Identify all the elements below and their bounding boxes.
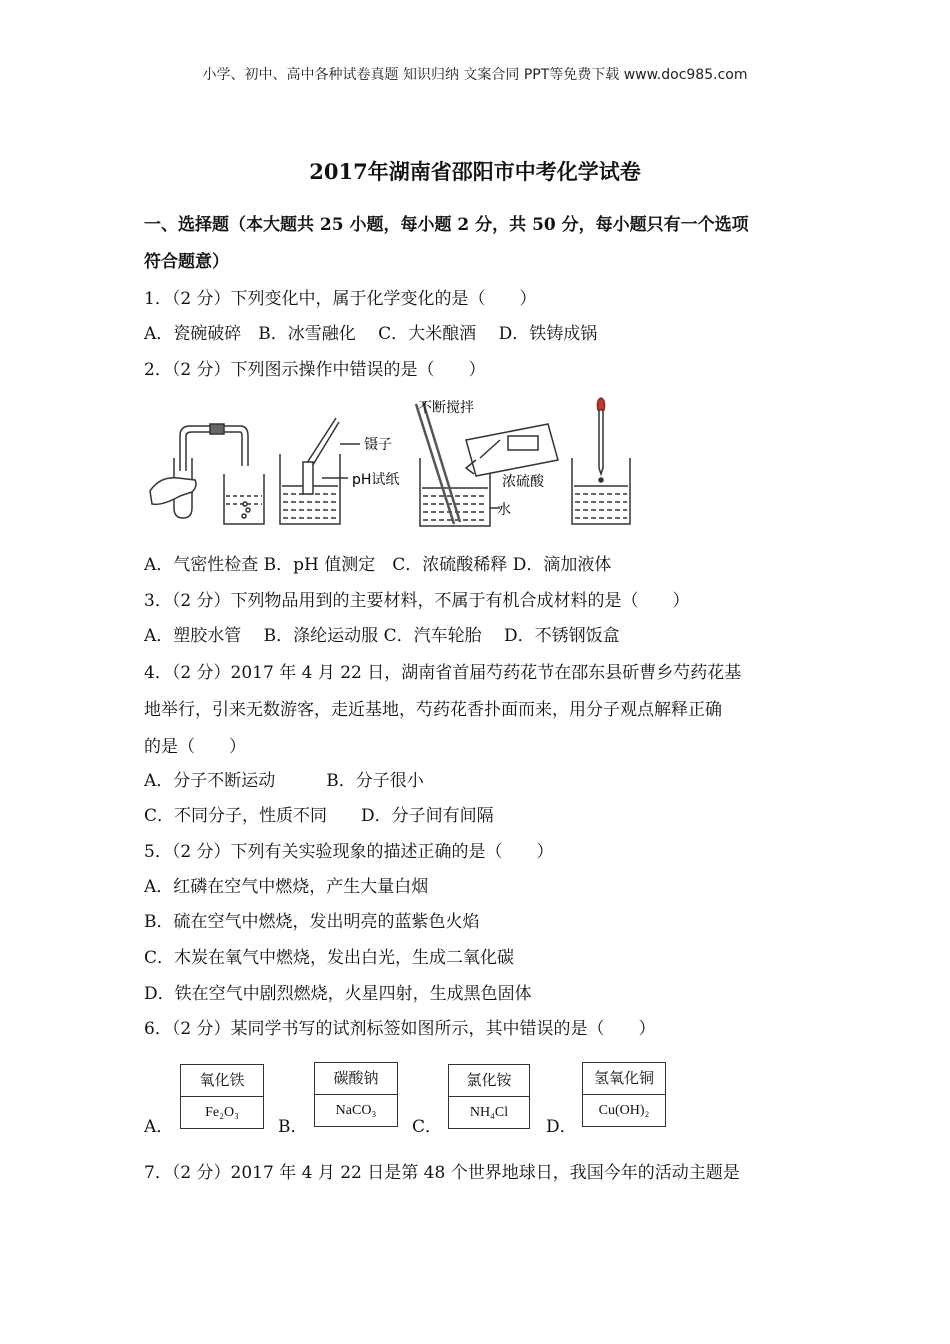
option-letter-d: D． [546, 1117, 577, 1137]
option-letter-c: C． [412, 1117, 443, 1137]
section-heading-line1: 一、选择题（本大题共 25 小题，每小题 2 分，共 50 分，每小题只有一个选项 [144, 215, 749, 235]
question-5-option-a: A．红磷在空气中燃烧，产生大量白烟 [144, 877, 429, 897]
page-header: 小学、初中、高中各种试卷真题 知识归纳 文案合同 PPT等免费下载 www.doc985.com [202, 67, 748, 83]
question-2-options: A．气密性检查 B．pH 值测定 C．浓硫酸稀释 D．滴加液体 [144, 555, 612, 575]
reagent-formula-c: NH₄Cl [469, 1105, 509, 1120]
label-stir: 不断搅拌 [418, 400, 474, 416]
reagent-label-c [448, 1064, 530, 1129]
question-4-line2: 地举行，引来无数游客，走近基地，芍药花香扑面而来，用分子观点解释正确 [144, 700, 722, 720]
label-concentrated-acid: 浓硫酸 [502, 474, 544, 490]
reagent-label-b [314, 1062, 398, 1127]
question-5-stem: 5．（2 分）下列有关实验现象的描述正确的是（ ） [144, 842, 554, 862]
label-ph-paper: pH试纸 [352, 472, 400, 488]
question-1-stem: 1．（2 分）下列变化中，属于化学变化的是（ ） [144, 289, 537, 309]
question-2-figure [140, 396, 660, 536]
question-6-labels [140, 1058, 700, 1148]
reagent-name-b: 碳酸钠 [315, 1063, 397, 1095]
question-5-option-d: D．铁在空气中剧烈燃烧，火星四射，生成黑色固体 [144, 984, 532, 1004]
question-3-stem: 3．（2 分）下列物品用到的主要材料，不属于有机合成材料的是（ ） [144, 591, 690, 611]
airtight-check-diagram [150, 424, 264, 524]
reagent-name-a: 氧化铁 [181, 1065, 263, 1097]
question-6-stem: 6．（2 分）某同学书写的试剂标签如图所示，其中错误的是（ ） [144, 1019, 656, 1039]
label-tweezers: 镊子 [364, 437, 392, 453]
option-letter-b: B． [278, 1117, 308, 1137]
acid-dilution-diagram [416, 402, 558, 526]
reagent-name-d: 氢氧化铜 [583, 1063, 665, 1095]
question-5-option-b: B．硫在空气中燃烧，发出明亮的蓝紫色火焰 [144, 912, 480, 932]
question-3-options: A．塑胶水管 B．涤纶运动服 C．汽车轮胎 D．不锈钢饭盒 [144, 626, 620, 646]
page-title: 2017年湖南省邵阳市中考化学试卷 [309, 159, 641, 184]
label-water: 水 [497, 502, 511, 518]
question-4-line1: 4．（2 分）2017 年 4 月 22 日，湖南省首届芍药花节在邵东县斫曹乡芍药花基 [144, 663, 742, 683]
reagent-formula-d: Cu(OH)₂ [598, 1103, 650, 1118]
question-1-options: A．瓷碗破碎 B．冰雪融化 C．大米酿酒 D．铁铸成锅 [144, 324, 598, 344]
reagent-name-c: 氯化铵 [449, 1065, 529, 1097]
reagent-label-d [582, 1062, 666, 1127]
option-letter-a: A． [144, 1117, 174, 1137]
question-2-stem: 2．（2 分）下列图示操作中错误的是（ ） [144, 360, 486, 380]
reagent-formula-b: NaCO₃ [335, 1103, 377, 1118]
ph-test-diagram [280, 418, 360, 524]
reagent-label-a [180, 1064, 264, 1129]
question-4-options-cd: C．不同分子，性质不同 D．分子间有间隔 [144, 806, 494, 826]
question-4-options-ab: A．分子不断运动 B．分子很小 [144, 771, 424, 791]
question-5-option-c: C．木炭在氧气中燃烧，发出白光，生成二氧化碳 [144, 948, 515, 968]
question-7-stem: 7．（2 分）2017 年 4 月 22 日是第 48 个世界地球日，我国今年的活动主题是 [144, 1163, 740, 1183]
reagent-formula-a: Fe₂O₃ [205, 1105, 239, 1120]
dropper-diagram [572, 398, 630, 524]
section-heading-line2: 符合题意） [144, 252, 229, 272]
question-4-line3: 的是（ ） [144, 737, 246, 757]
